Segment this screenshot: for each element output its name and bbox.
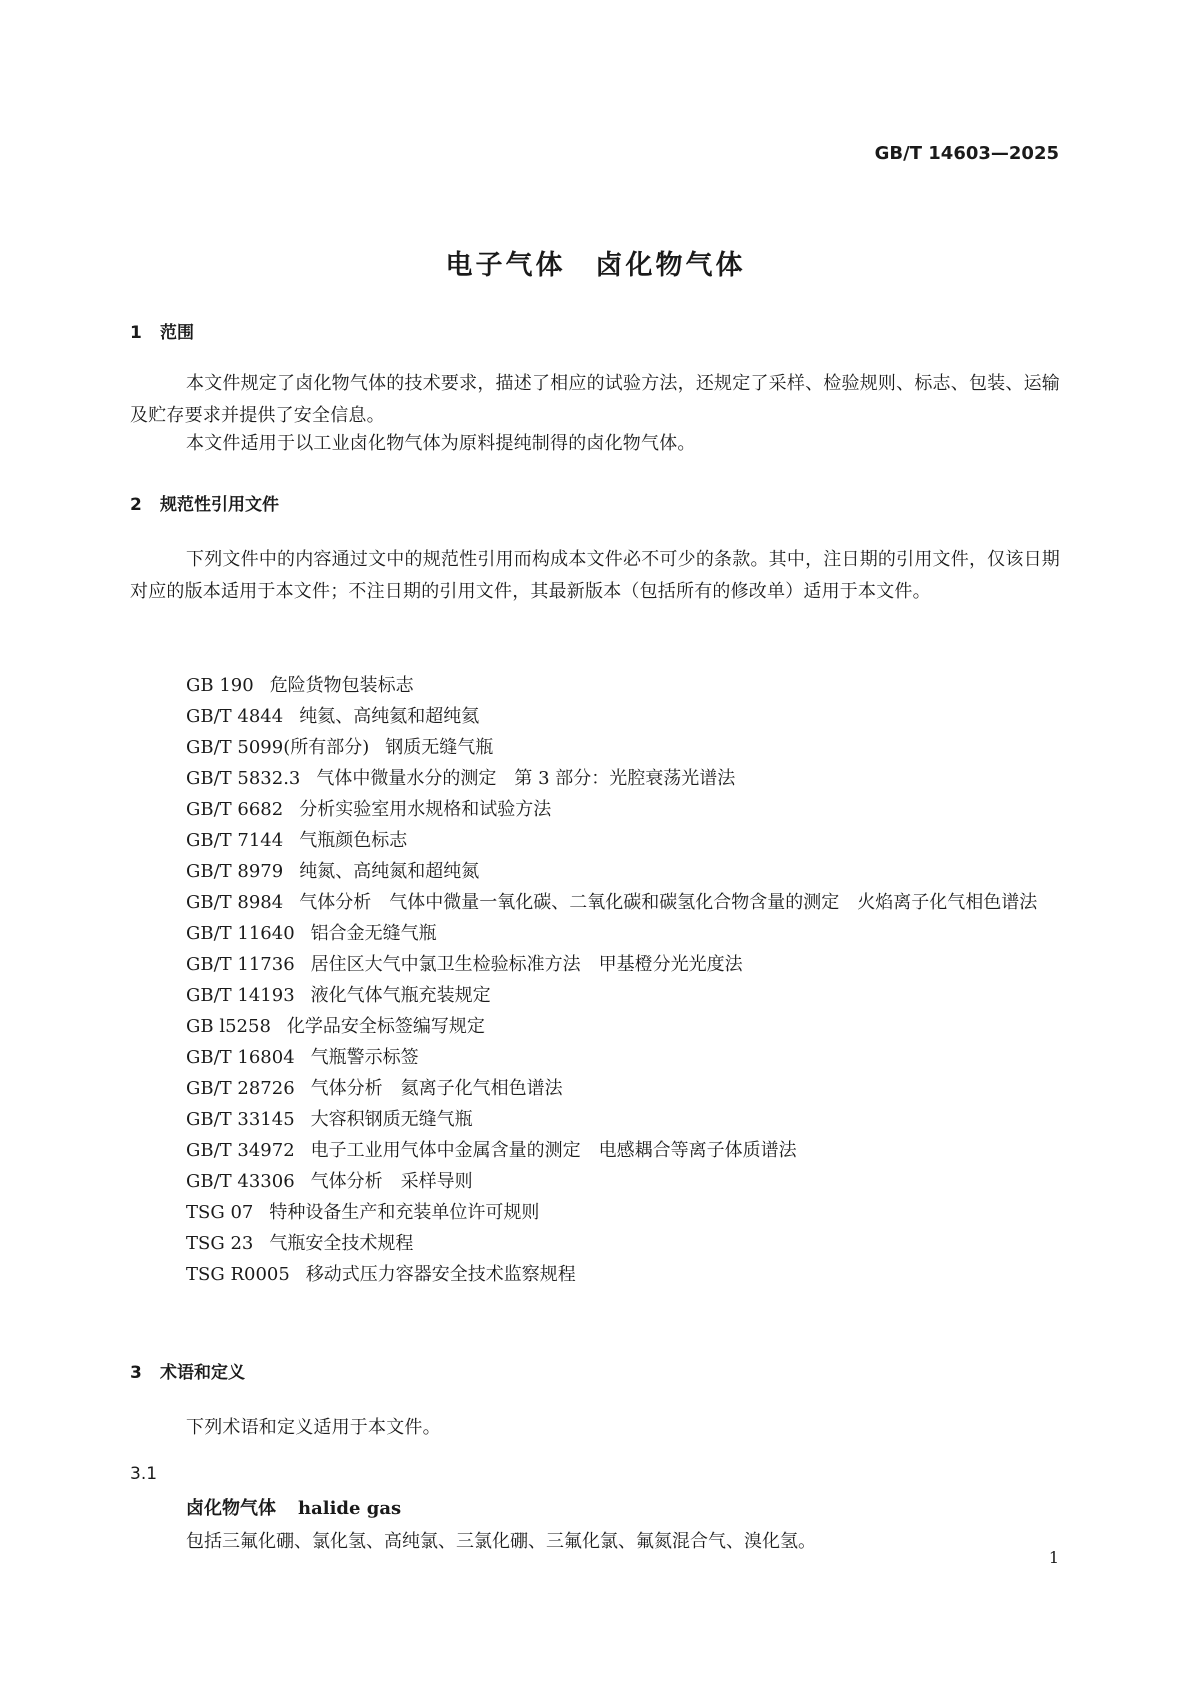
section-number: 1	[130, 323, 142, 343]
reference-item	[130, 1135, 1060, 1166]
reference-item	[130, 1166, 1060, 1197]
reference-title: 气瓶安全技术规程	[269, 1233, 414, 1254]
section-heading-normative-refs	[130, 490, 279, 515]
reference-item	[130, 732, 1060, 763]
reference-item	[130, 980, 1060, 1011]
reference-code: GB/T 8984	[186, 892, 284, 913]
section-title: 术语和定义	[160, 1363, 245, 1383]
reference-title: 特种设备生产和充装单位许可规则	[269, 1202, 540, 1223]
reference-item	[130, 887, 1060, 918]
reference-item	[130, 763, 1060, 794]
reference-item	[130, 794, 1060, 825]
reference-title: 气体分析 氦离子化气相色谱法	[310, 1078, 563, 1099]
reference-item	[130, 1042, 1060, 1073]
reference-title: 大容积钢质无缝气瓶	[310, 1109, 473, 1130]
term-number: 3.1	[130, 1464, 158, 1484]
standard-code: GB/T 14603—2025	[874, 143, 1059, 164]
term-name-en: halide gas	[298, 1498, 402, 1519]
terms-intro: 下列术语和定义适用于本文件。	[186, 1417, 441, 1438]
reference-code: GB/T 28726	[186, 1078, 295, 1099]
reference-title: 电子工业用气体中金属含量的测定 电感耦合等离子体质谱法	[310, 1140, 797, 1161]
term-name-zh: 卤化物气体	[186, 1498, 276, 1519]
reference-title: 纯氮、高纯氮和超纯氮	[299, 861, 480, 882]
reference-title: 气瓶警示标签	[310, 1047, 419, 1068]
reference-title: 气体中微量水分的测定 第 3 部分：光腔衰荡光谱法	[316, 768, 736, 789]
section-title: 范围	[160, 323, 194, 343]
reference-code: TSG R0005	[186, 1264, 290, 1285]
reference-title: 化学品安全标签编写规定	[286, 1016, 485, 1037]
reference-code: GB/T 7144	[186, 830, 284, 851]
reference-title: 危险货物包装标志	[269, 675, 414, 696]
reference-code: GB 190	[186, 675, 254, 696]
reference-title: 气体分析 采样导则	[310, 1171, 473, 1192]
reference-item	[130, 825, 1060, 856]
reference-item	[130, 1197, 1060, 1228]
reference-item	[130, 949, 1060, 980]
reference-item	[130, 1011, 1060, 1042]
section-number: 2	[130, 495, 142, 515]
reference-item	[130, 918, 1060, 949]
reference-item	[130, 1073, 1060, 1104]
reference-code: GB/T 34972	[186, 1140, 295, 1161]
reference-code: GB/T 6682	[186, 799, 284, 820]
reference-item	[130, 856, 1060, 887]
section-number: 3	[130, 1363, 142, 1383]
scope-paragraph: 本文件适用于以工业卤化物气体为原料提纯制得的卤化物气体。	[186, 433, 696, 454]
reference-item	[130, 1104, 1060, 1135]
section-title: 规范性引用文件	[160, 495, 279, 515]
reference-code: TSG 07	[186, 1202, 254, 1223]
scope-paragraph: 本文件规定了卤化物气体的技术要求，描述了相应的试验方法，还规定了采样、检验规则、标志、包装、运输及贮存要求并提供了安全信息。	[130, 373, 1060, 426]
section-heading-scope	[130, 318, 194, 343]
section-heading-terms	[130, 1358, 245, 1383]
reference-title: 液化气体气瓶充装规定	[310, 985, 491, 1006]
reference-code: GB/T 14193	[186, 985, 295, 1006]
reference-title: 气体分析 气体中微量一氧化碳、二氧化碳和碳氢化合物含量的测定 火焰离子化气相色谱法	[299, 892, 1038, 913]
reference-item	[130, 670, 1060, 701]
reference-title: 纯氦、高纯氦和超纯氦	[299, 706, 480, 727]
reference-title: 居住区大气中氯卫生检验标准方法 甲基橙分光光度法	[310, 954, 743, 975]
reference-code: GB/T 5832.3	[186, 768, 301, 789]
reference-code: GB/T 33145	[186, 1109, 295, 1130]
reference-code: TSG 23	[186, 1233, 254, 1254]
reference-code: GB/T 16804	[186, 1047, 295, 1068]
reference-title: 分析实验室用水规格和试验方法	[299, 799, 552, 820]
reference-title: 钢质无缝气瓶	[385, 737, 494, 758]
reference-title: 移动式压力容器安全技术监察规程	[305, 1264, 576, 1285]
reference-item	[130, 1259, 1060, 1290]
reference-code: GB/T 11640	[186, 923, 295, 944]
document-title: 电子气体 卤化物气体	[445, 250, 746, 281]
reference-code: GB l5258	[186, 1016, 271, 1037]
page-number: 1	[1048, 1548, 1059, 1567]
reference-list	[130, 670, 1060, 1290]
reference-code: GB/T 11736	[186, 954, 295, 975]
term-definition: 包括三氟化硼、氯化氢、高纯氯、三氯化硼、三氟化氯、氟氮混合气、溴化氢。	[186, 1531, 816, 1552]
term-name	[186, 1494, 401, 1520]
reference-item	[130, 701, 1060, 732]
reference-code: GB/T 8979	[186, 861, 284, 882]
reference-code: GB/T 43306	[186, 1171, 295, 1192]
reference-code: GB/T 5099(所有部分)	[186, 737, 370, 758]
reference-code: GB/T 4844	[186, 706, 284, 727]
reference-title: 铝合金无缝气瓶	[310, 923, 437, 944]
normative-refs-intro: 下列文件中的内容通过文中的规范性引用而构成本文件必不可少的条款。其中，注日期的引用文件，仅该日期对应的版本适用于本文件；不注日期的引用文件，其最新版本（包括所有的修改单）适用于本文件。	[130, 549, 1060, 602]
reference-title: 气瓶颜色标志	[299, 830, 408, 851]
reference-item	[130, 1228, 1060, 1259]
